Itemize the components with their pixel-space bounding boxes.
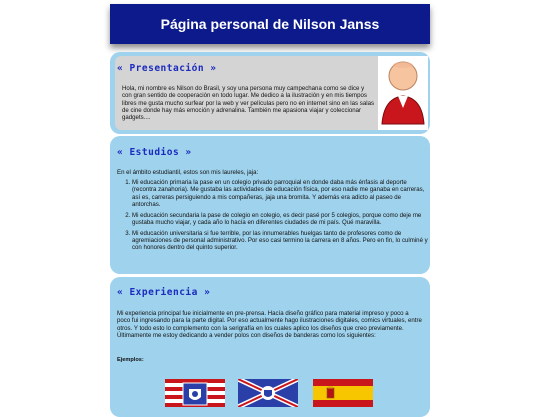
- examples-label: Ejemplos:: [117, 357, 144, 363]
- presentation-text: Hola, mi nombre es Nilson do Brasil, y soy una persona muy campechana como se dice y con gran sentido de cooperación en todo lugar. Me dedico a la ilustración y en mis tiempos libres me gusta mucho surfear por la web y ver películas pero no en internet sino en las salas de cine donde hay más emoción y adrenalina. También me apasiona viajar y coleccionar gadgets....: [122, 85, 375, 122]
- list-item: 2. Mi educación secundaria la pase de colegio en colegio, es decir pasé por 5 colegios, porque como deje me gustaba mucho viajar, y cada año lo hacía en diferentes ciudades de mi país. Qué maravilla.: [132, 212, 428, 227]
- studies-intro: En el ámbito estudiantil, estos son mis laureles, jaja:: [117, 169, 259, 176]
- list-item: 1. Mi educación primaria la pase en un colegio privado parroquial en donde daba más énfasis al deporte (recontra zanahoria). Me gustaba las actividades de educación física, por eso nadie me ganaba en carreras, así es, carreras persiguiendo a mis compañeras, jaja una bromita. Y además era adicto al paseo de antorchas.: [132, 179, 428, 208]
- flag-spain-icon: [313, 379, 373, 407]
- page-header: [110, 4, 430, 44]
- flag-icon: [165, 379, 225, 407]
- studies-title: « Estudios »: [117, 147, 192, 158]
- avatar: [378, 56, 428, 130]
- page-title: Página personal de Nilson Janss: [160, 16, 380, 32]
- list-item: 3. Mi educación universitaria si fue terrible, por las innumerables huelgas tanto de profesores como de agremiaciones de personal administrativo. Por eso casi termino la carrera en 8 años. Pero en fin, lo culminé y con honores dentro del quinto superior.: [132, 230, 428, 252]
- experience-text: Mi experiencia principal fue inicialmente en pre-prensa. Hacía diseño gráfico para material impreso y poco a poco fui ingresando para la parte digital. Por eso actualmente hago ilustraciones digitales, comics virtuales, entre otros. Y todo esto lo complemento con la serigrafía en los cuales aplico los diseños que creo previamente. Últimamente me estoy dedicando a vender polos con diseños de banderas como los siguientes:: [117, 310, 422, 339]
- experience-title: « Experiencia »: [117, 287, 211, 298]
- avatar-icon: [378, 56, 428, 130]
- experience-section: [110, 277, 430, 417]
- studies-list: [117, 179, 428, 255]
- studies-section: [110, 136, 430, 274]
- flag-icon: [238, 379, 298, 407]
- presentation-title: « Presentación »: [117, 63, 217, 74]
- presentation-section: [110, 52, 430, 134]
